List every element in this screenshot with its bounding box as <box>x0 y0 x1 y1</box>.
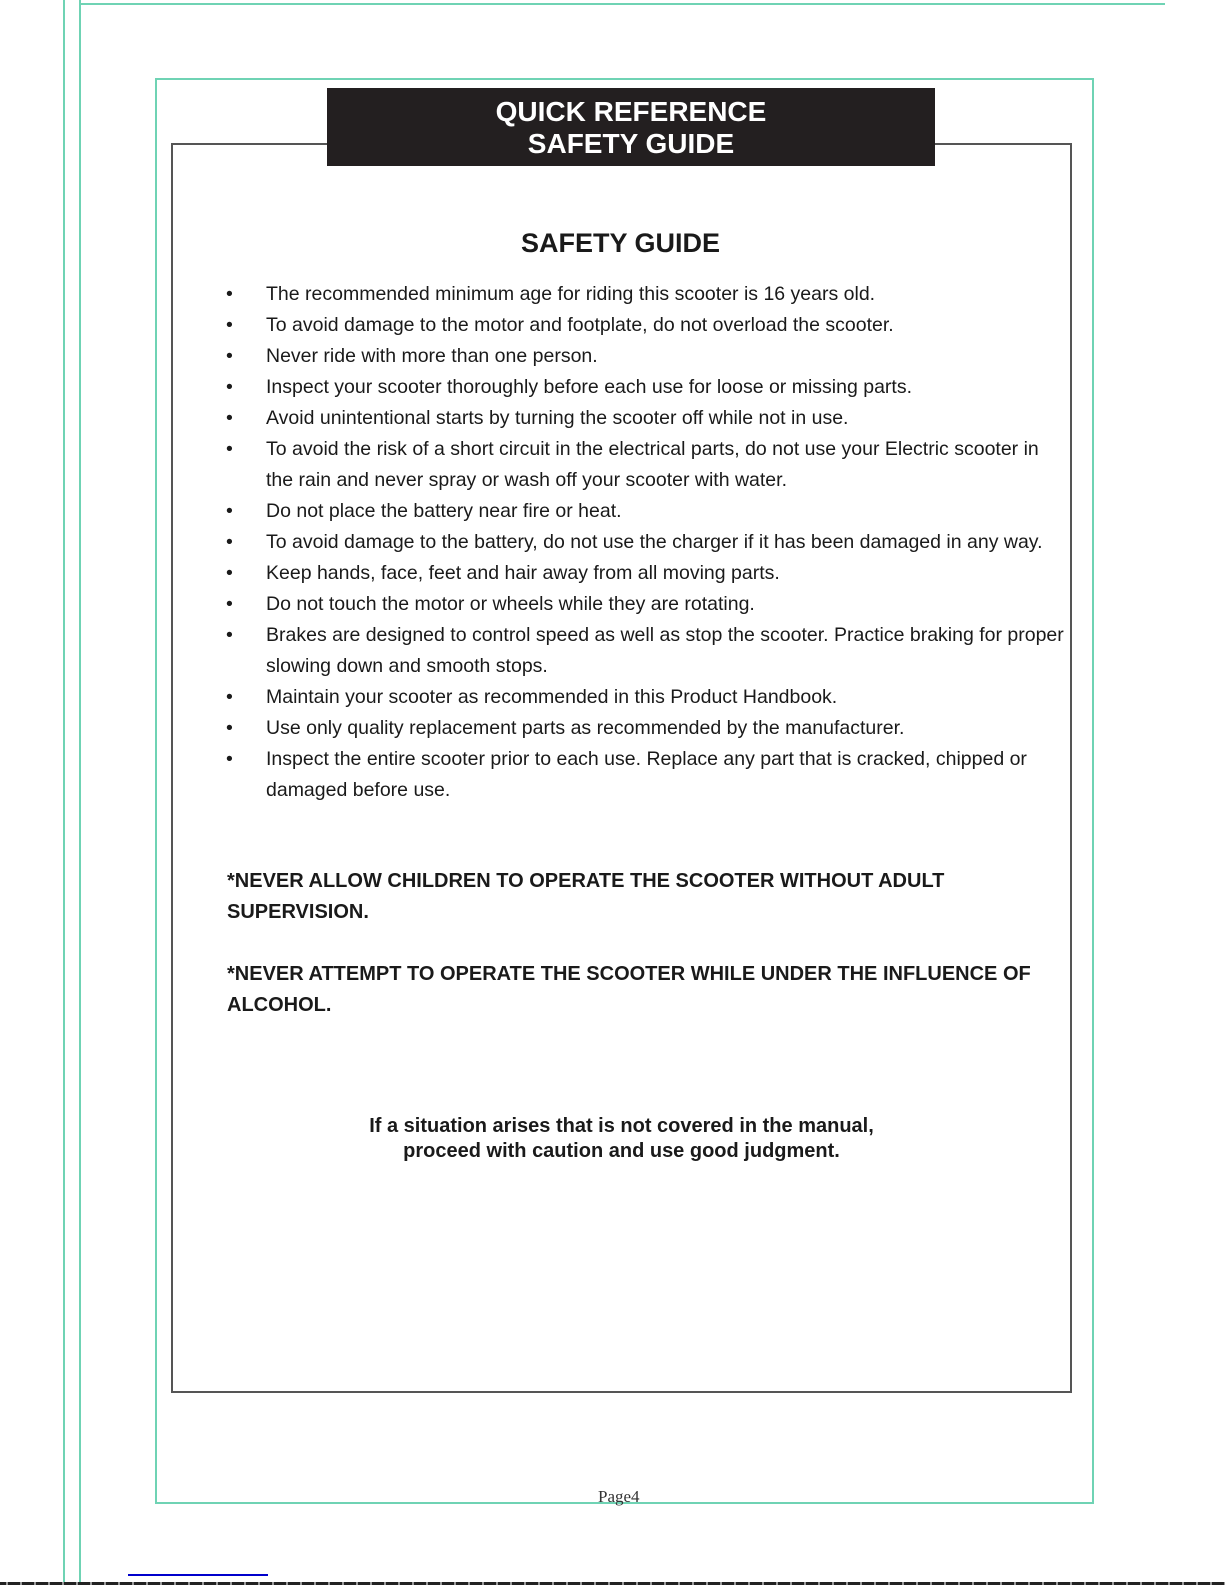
note-line-1: If a situation arises that is not covered in the manual, <box>369 1115 874 1137</box>
warning-children: *NEVER ALLOW CHILDREN TO OPERATE THE SCOOTER WITHOUT ADULT SUPERVISION. <box>227 870 945 923</box>
note-line-2: proceed with caution and use good judgment. <box>403 1140 840 1162</box>
banner-line-2: SAFETY GUIDE <box>527 128 735 159</box>
list-item: • To avoid the risk of a short circuit in the electrical parts, do not use your Electric scooter in the rain and never spray or wash off your scooter with water. <box>226 434 1066 496</box>
list-item: • Never ride with more than one person. <box>226 341 1066 372</box>
list-item: • The recommended minimum age for riding this scooter is 16 years old. <box>226 279 1066 310</box>
frame-line <box>79 3 1165 5</box>
link-underline <box>128 1574 268 1576</box>
closing-note <box>0 1114 1225 1164</box>
safety-list <box>226 279 1066 806</box>
list-item: • Keep hands, face, feet and hair away from all moving parts. <box>226 558 1066 589</box>
list-item: • Use only quality replacement parts as recommended by the manufacturer. <box>226 713 1066 744</box>
section-heading: SAFETY GUIDE <box>520 228 721 258</box>
list-item: • Do not place the battery near fire or heat. <box>226 496 1066 527</box>
title-banner <box>327 88 935 166</box>
list-item: • Inspect your scooter thoroughly before each use for loose or missing parts. <box>226 372 1066 403</box>
list-item: • Maintain your scooter as recommended in this Product Handbook. <box>226 682 1066 713</box>
page-number: Page4 <box>598 1487 640 1506</box>
list-item: • Do not touch the motor or wheels while they are rotating. <box>226 589 1066 620</box>
list-item: • Brakes are designed to control speed as well as stop the scooter. Practice braking for proper slowing down and smooth stops. <box>226 620 1066 682</box>
banner-line-1: QUICK REFERENCE <box>495 96 767 127</box>
list-item: • To avoid damage to the motor and footplate, do not overload the scooter. <box>226 310 1066 341</box>
warning-alcohol: *NEVER ATTEMPT TO OPERATE THE SCOOTER WHILE UNDER THE INFLUENCE OF ALCOHOL. <box>227 963 1031 1016</box>
list-item: • To avoid damage to the battery, do not use the charger if it has been damaged in any way. <box>226 527 1066 558</box>
list-item: • Avoid unintentional starts by turning the scooter off while not in use. <box>226 403 1066 434</box>
list-item: • Inspect the entire scooter prior to each use. Replace any part that is cracked, chipped or damaged before use. <box>226 744 1066 806</box>
